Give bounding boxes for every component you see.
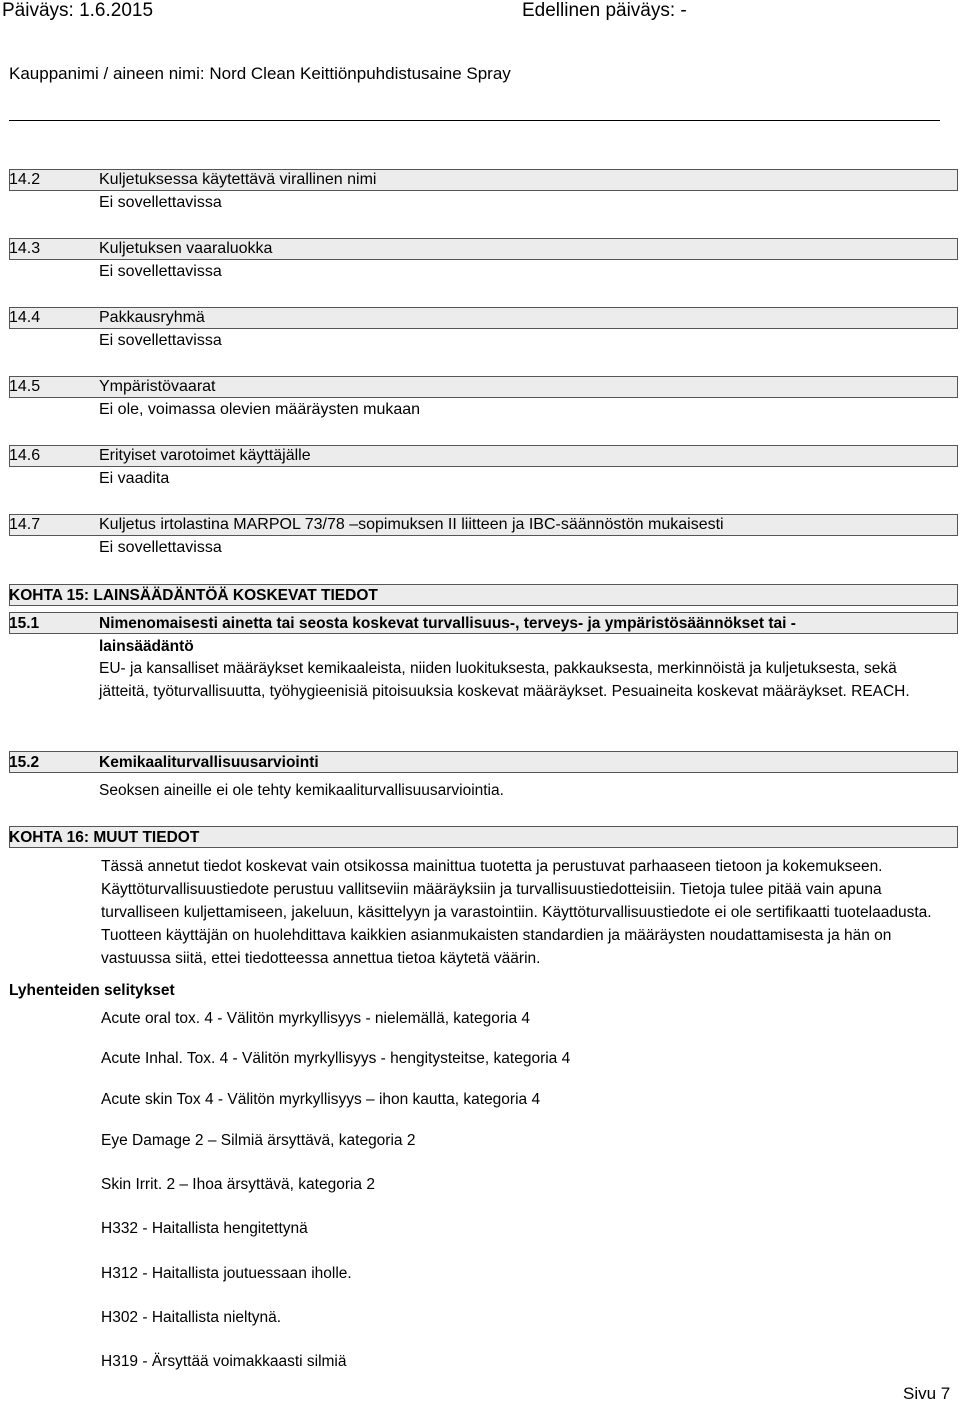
header-previous-date: Edellinen päiväys: -: [522, 0, 687, 21]
abbreviation-item: H319 - Ärsyttää voimakkaasti silmiä: [101, 1353, 347, 1370]
abbreviation-item: H332 - Haitallista hengitettynä: [101, 1220, 308, 1237]
section-number: 15.1: [9, 615, 40, 632]
section-title: Ympäristövaarat: [99, 378, 216, 395]
section-number: 14.2: [9, 171, 41, 188]
section-16-heading: KOHTA 16: MUUT TIEDOT: [9, 829, 200, 846]
section-body: Seoksen aineille ei ole tehty kemikaaliturvallisuusarviointia.: [99, 782, 504, 799]
section-value: Ei sovellettavissa: [99, 539, 222, 556]
section-title: Pakkausryhmä: [99, 309, 205, 326]
abbreviation-item: Acute skin Tox 4 - Välitön myrkyllisyys – ihon kautta, kategoria 4: [101, 1091, 541, 1108]
section-title: Kemikaaliturvallisuusarviointi: [99, 754, 319, 771]
section-value: Ei sovellettavissa: [99, 194, 222, 211]
section-value: Ei ole, voimassa olevien määräysten mukaan: [99, 401, 421, 418]
section-title: Nimenomaisesti ainetta tai seosta koskevat turvallisuus-, terveys- ja ympäristösäännökset tai - lainsäädäntö: [99, 615, 796, 655]
page-number: Sivu 7: [903, 1384, 951, 1403]
section-title: Kuljetus irtolastina MARPOL 73/78 –sopimuksen II liitteen ja IBC-säännöstön mukaisesti: [99, 516, 724, 533]
header-product-name: Kauppanimi / aineen nimi: Nord Clean Keittiönpuhdistusaine Spray: [9, 64, 511, 83]
abbreviation-item: Skin Irrit. 2 – Ihoa ärsyttävä, kategoria 2: [101, 1176, 375, 1193]
section-title: Erityiset varotoimet käyttäjälle: [99, 447, 311, 464]
header-divider: [9, 120, 940, 121]
section-number: 15.2: [9, 754, 40, 771]
abbreviation-item: Eye Damage 2 – Silmiä ärsyttävä, kategoria 2: [101, 1132, 416, 1149]
section-number: 14.6: [9, 447, 41, 464]
abbreviations-title: Lyhenteiden selitykset: [9, 982, 175, 999]
header-date: Päiväys: 1.6.2015: [2, 0, 154, 21]
section-number: 14.7: [9, 516, 41, 533]
section-number: 14.3: [9, 240, 41, 257]
section-body: Tässä annetut tiedot koskevat vain otsikossa mainittua tuotetta ja perustuvat parhaaseen tietoon ja kokemukseen. Käyttöturvallisuustiedote perustuu vallitseviin määräyksiin ja turvallisuustiedotteisiin. Tietoja tulee pitää vain apuna turvalliseen kuljettamiseen, jakeluun, käsittelyyn ja varastointiin. Käyttöturvallisuustiedote ei ole sertifikaatti tuotelaadusta. Tuotteen käyttäjän on huolehdittava kaikkien asianmukaisten standardien ja määräysten noudattamisesta ja hän on vastuussa siitä, ettei tiedotteessa annettua tietoa käytetä väärin.: [101, 858, 932, 967]
abbreviation-item: Acute oral tox. 4 - Välitön myrkyllisyys - nielemällä, kategoria 4: [101, 1010, 530, 1027]
section-body: EU- ja kansalliset määräykset kemikaaleista, niiden luokituksesta, pakkauksesta, merkinnöistä ja kuljetuksesta, sekä jätteitä, työturvallisuutta, työhygieenisiä pitoisuuksia koskevat määräykset. Pesuaineita koskevat määräykset. REACH.: [99, 660, 910, 700]
section-value: Ei sovellettavissa: [99, 332, 222, 349]
section-number: 14.5: [9, 378, 41, 395]
section-title: Kuljetuksessa käytettävä virallinen nimi: [99, 171, 377, 188]
abbreviation-item: Acute Inhal. Tox. 4 - Välitön myrkyllisyys - hengitysteitse, kategoria 4: [101, 1050, 571, 1067]
abbreviation-item: H302 - Haitallista nieltynä.: [101, 1309, 282, 1326]
section-title: Kuljetuksen vaaraluokka: [99, 240, 273, 257]
abbreviation-item: H312 - Haitallista joutuessaan iholle.: [101, 1265, 352, 1282]
section-number: 14.4: [9, 309, 41, 326]
section-value: Ei sovellettavissa: [99, 263, 222, 280]
section-15-heading: KOHTA 15: LAINSÄÄDÄNTÖÄ KOSKEVAT TIEDOT: [9, 587, 378, 604]
section-value: Ei vaadita: [99, 470, 170, 487]
